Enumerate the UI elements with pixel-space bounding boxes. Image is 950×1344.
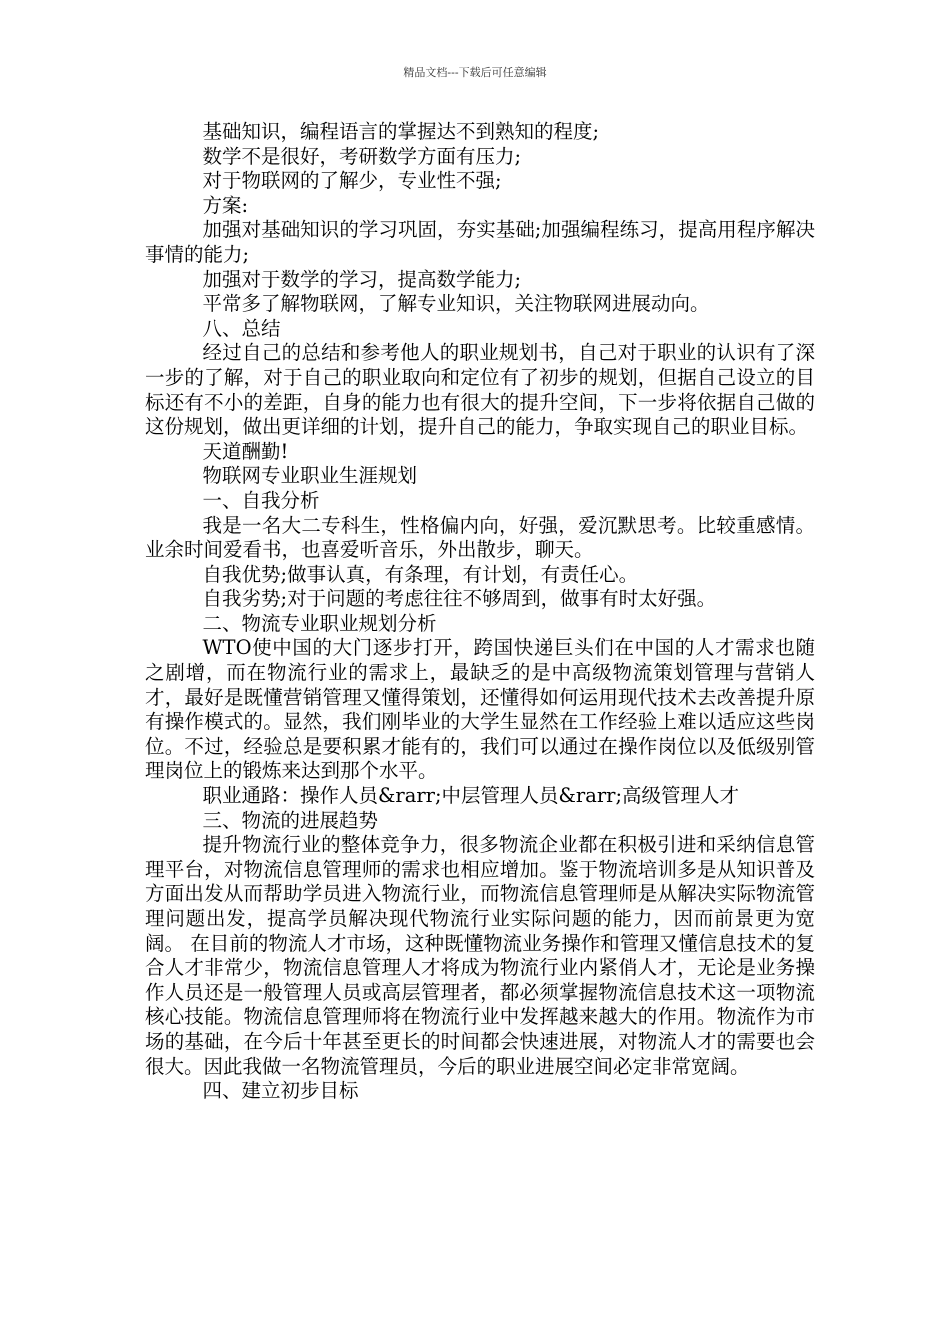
paragraph: 经过自己的总结和参考他人的职业规划书，自己对于职业的认识有了深一步的了解，对于自己的职业取向和定位有了初步的规划，但据自己设立的目标还有不小的差距，自身的能力也有很大的提升空间，下一步将依据自己做的这份规划，做出更详细的计划，提升自己的能力，争取实现自己的职业目标。 [145,341,815,439]
paragraph: 天道酬勤! [202,439,289,463]
paragraph: 职业通路：操作人员&rarr;中层管理人员&rarr;高级管理人才 [202,784,740,808]
paragraph: 数学不是很好，考研数学方面有压力; [202,144,522,168]
paragraph: 对于物联网的了解少，专业性不强; [202,169,502,193]
paragraph: WTO使中国的大门逐步打开，跨国快递巨头们在中国的人才需求也随之剧增，而在物流行业的需求上，最缺乏的是中高级物流策划管理与营销人才，最好是既懂营销管理又懂得策划，还懂得如何运用现代技术去改善提升原有操作模式的。显然，我们刚毕业的大学生显然在工作经验上难以适应这些岗位。不过，经验总是要积累才能有的，我们可以通过在操作岗位以及低级别管理岗位上的锻炼来达到那个水平。 [145,636,815,783]
section-heading: 二、物流专业职业规划分析 [202,611,437,635]
paragraph: 自我优势;做事认真，有条理，有计划，有责任心。 [202,562,639,586]
paragraph: 我是一名大二专科生，性格偏内向，好强，爱沉默思考。比较重感情。业余时间爱看书，也喜爱听音乐，外出散步，聊天。 [145,513,815,562]
paragraph: 加强对于数学的学习，提高数学能力; [202,267,522,291]
page-header: 精品文档---下载后可任意编辑 [403,66,547,79]
document-title: 物联网专业职业生涯规划 [202,464,418,488]
section-heading: 一、自我分析 [202,488,320,512]
document-body [145,120,815,1104]
paragraph: 加强对基础知识的学习巩固，夯实基础;加强编程练习，提高用程序解决事情的能力; [145,218,815,266]
paragraph: 自我劣势;对于问题的考虑往往不够周到，做事有时太好强。 [202,587,717,611]
paragraph: 提升物流行业的整体竞争力，很多物流企业都在积极引进和采纳信息管理平台，对物流信息管理师的需求也相应增加。鉴于物流培训多是从知识普及方面出发从而帮助学员进入物流行业，而物流信息管理师是从解决实际物流管理问题出发，提高学员解决现代物流行业实际问题的能力，因而前景更为宽阔。 在目前的物流人才市场，这种既懂物流业务操作和管理又懂信息技术的复合人才非常少，物流信息管理人才将成为物流行业内紧俏人才，无论是业务操作人员还是一般管理人员或高层管理者，都必须掌握物流信息技术这一项物流核心技能。物流信息管理师将在物流行业中发挥越来越大的作用。物流作为市场的基础，在今后十年甚至更长的时间都会快速进展，对物流人才的需要也会很大。因此我做一名物流管理员，今后的职业进展空间必定非常宽阔。 [145,833,815,1078]
section-heading: 四、建立初步目标 [202,1079,359,1103]
paragraph: 方案: [202,193,249,217]
paragraph: 平常多了解物联网，了解专业知识，关注物联网进展动向。 [202,292,710,316]
paragraph: 基础知识，编程语言的掌握达不到熟知的程度; [202,120,600,143]
section-heading: 三、物流的进展趋势 [202,808,379,832]
section-heading: 八、总结 [202,316,281,340]
